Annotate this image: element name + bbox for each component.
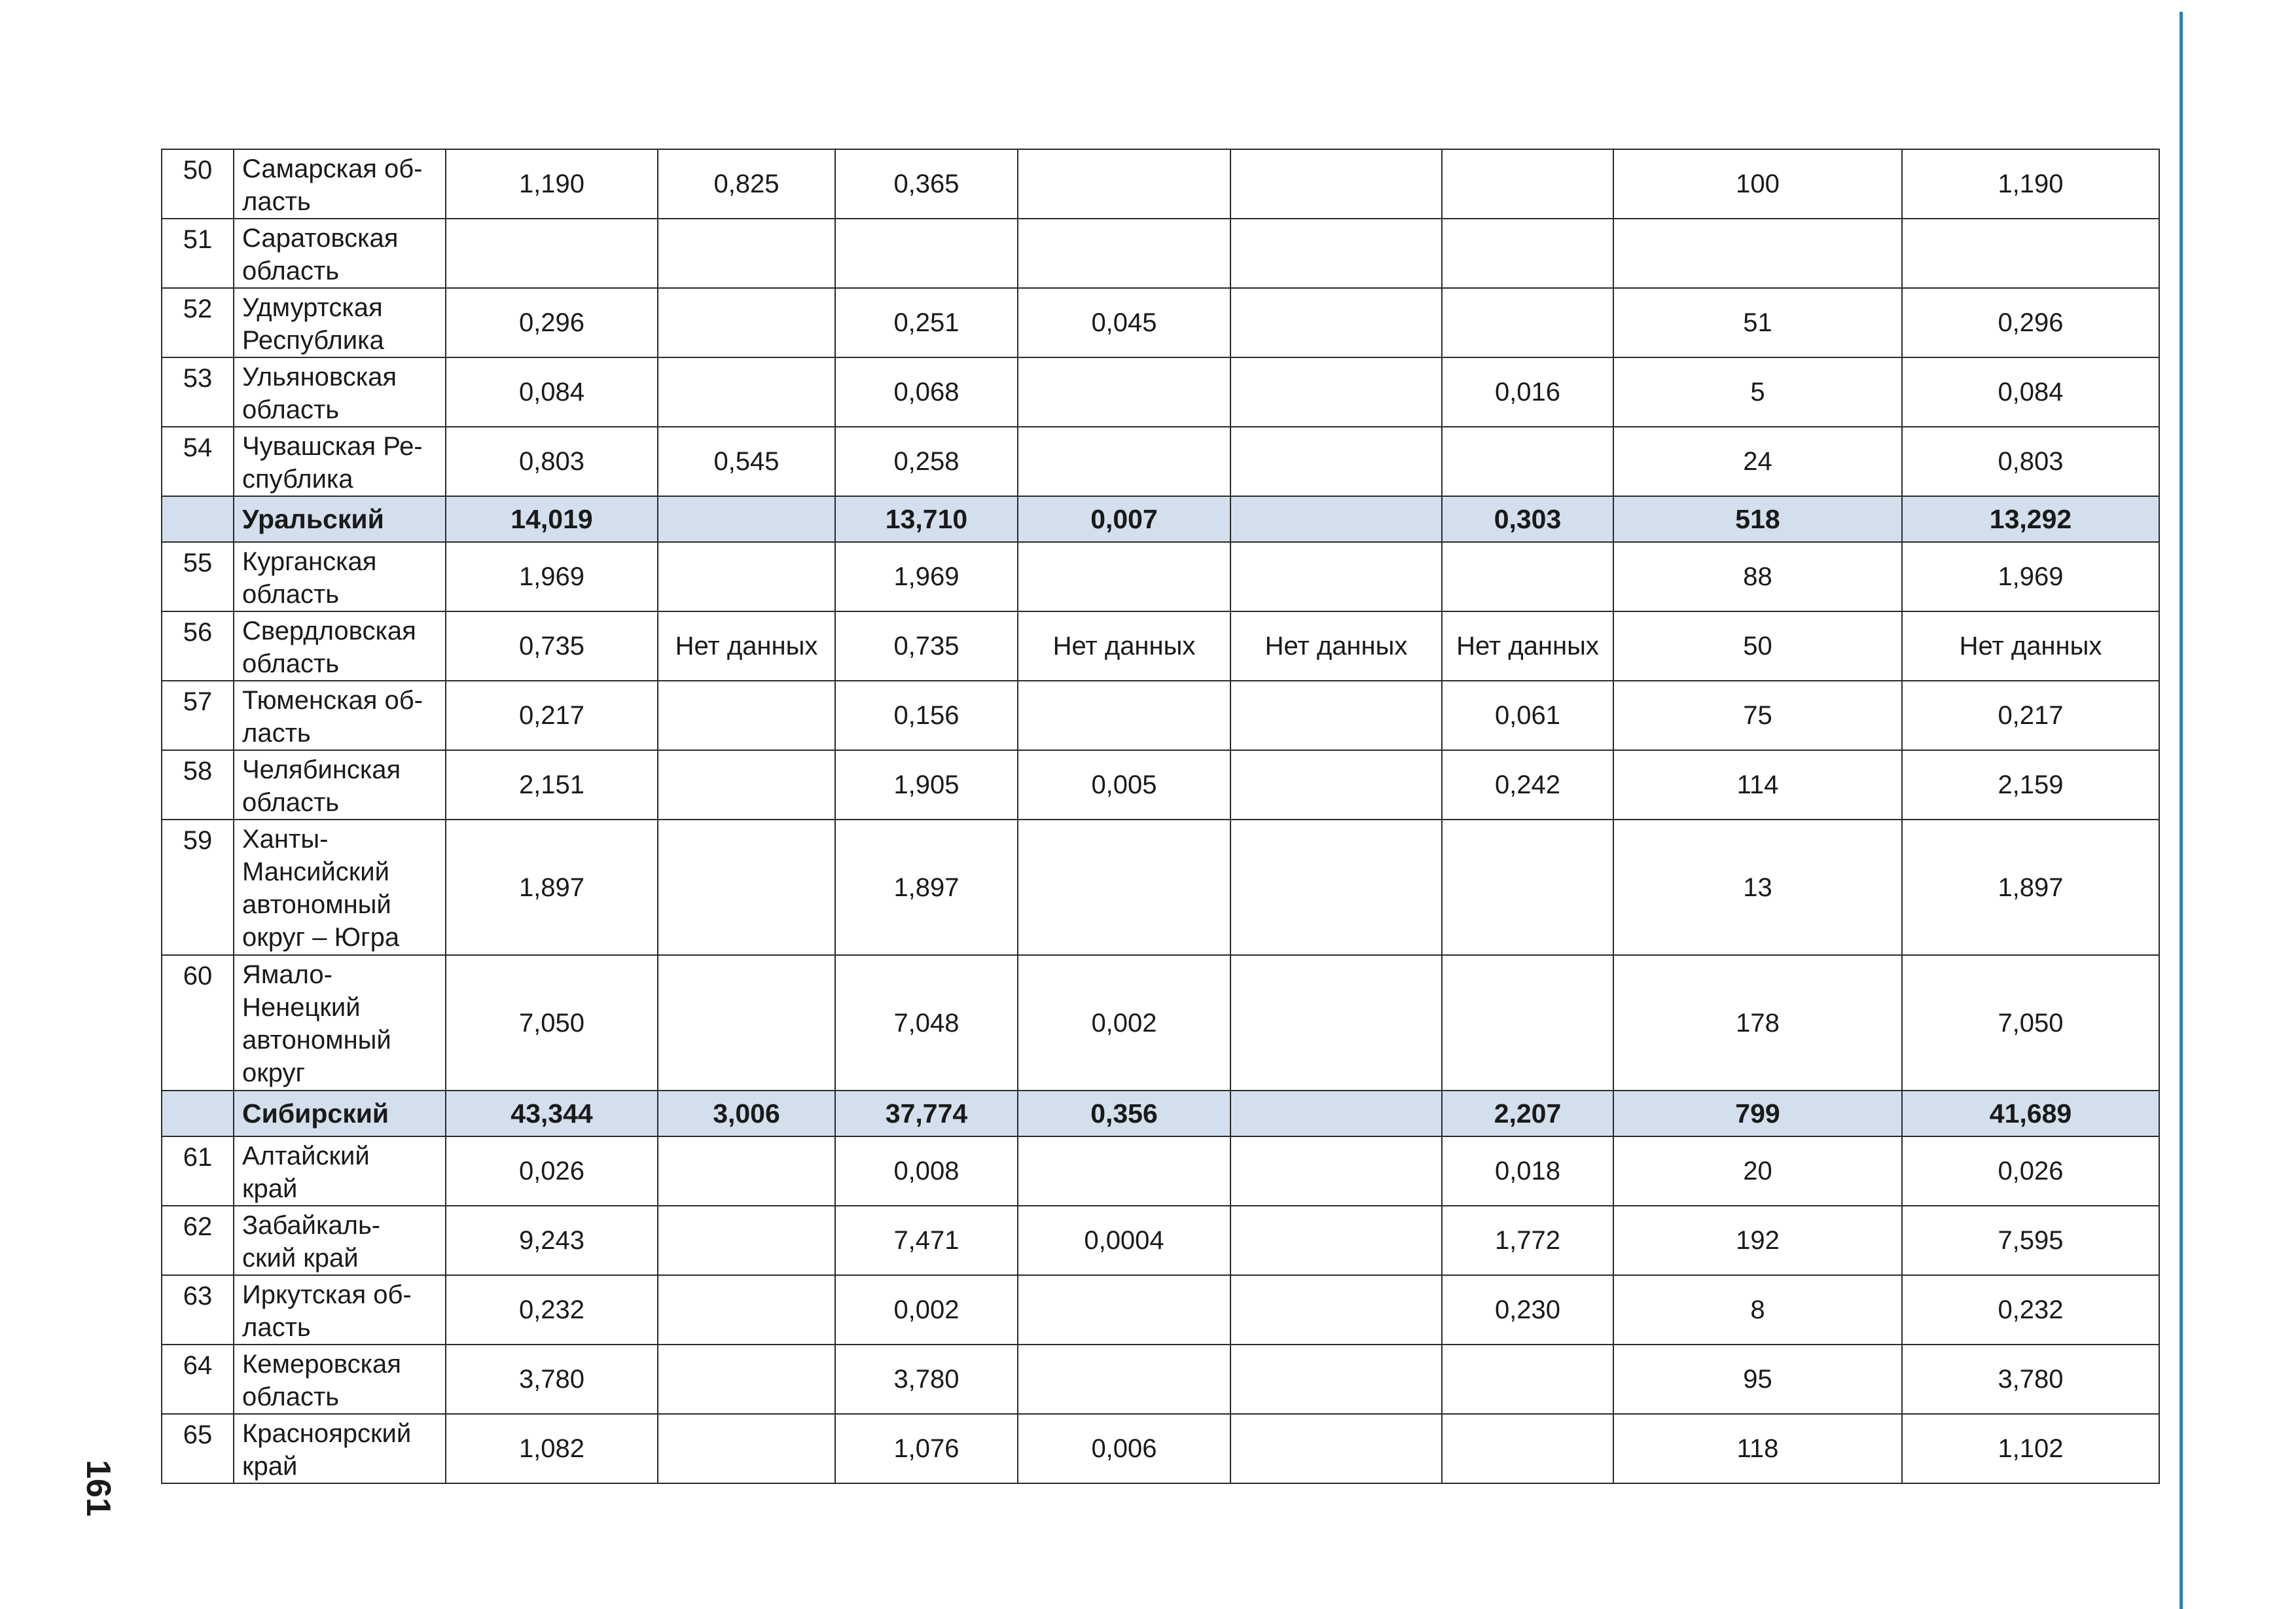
value-cell: 0,735 (446, 611, 658, 681)
value-cell: 0,217 (446, 681, 658, 750)
row-number-cell (162, 496, 234, 542)
region-name-cell: Алтайский край (234, 1136, 446, 1206)
value-cell: 0,008 (835, 1136, 1018, 1206)
value-cell: 0,735 (835, 611, 1018, 681)
value-cell: 7,471 (835, 1206, 1018, 1275)
value-cell: 0,006 (1018, 1414, 1230, 1483)
value-cell (658, 496, 835, 542)
value-cell: 37,774 (835, 1091, 1018, 1136)
row-number-cell: 62 (162, 1206, 234, 1275)
row-number-cell: 52 (162, 288, 234, 357)
table-row (162, 820, 2159, 955)
value-cell: 1,969 (835, 542, 1018, 611)
value-cell (658, 1136, 835, 1206)
table-row (162, 288, 2159, 357)
value-cell: 41,689 (1902, 1091, 2159, 1136)
value-cell (1018, 1275, 1230, 1345)
value-cell (658, 955, 835, 1091)
value-cell: 178 (1613, 955, 1902, 1091)
value-cell (1613, 219, 1902, 288)
value-cell: 0,156 (835, 681, 1018, 750)
value-cell (1018, 149, 1230, 219)
value-cell: 1,076 (835, 1414, 1018, 1483)
value-cell: Нет данных (1902, 611, 2159, 681)
value-cell: 1,905 (835, 750, 1018, 820)
value-cell (1442, 219, 1613, 288)
table-row (162, 219, 2159, 288)
value-cell (1230, 219, 1442, 288)
value-cell (1018, 681, 1230, 750)
value-cell: 0,825 (658, 149, 835, 219)
value-cell: 51 (1613, 288, 1902, 357)
value-cell (1442, 1414, 1613, 1483)
value-cell (1230, 427, 1442, 496)
value-cell: 7,048 (835, 955, 1018, 1091)
value-cell: 14,019 (446, 496, 658, 542)
value-cell (1018, 820, 1230, 955)
region-name-cell: Красноярский край (234, 1414, 446, 1483)
row-number-cell: 58 (162, 750, 234, 820)
value-cell: 0,803 (1902, 427, 2159, 496)
value-cell (1230, 357, 1442, 427)
value-cell: 95 (1613, 1345, 1902, 1414)
value-cell: 0,007 (1018, 496, 1230, 542)
value-cell (446, 219, 658, 288)
row-number-cell: 50 (162, 149, 234, 219)
value-cell: 0,018 (1442, 1136, 1613, 1206)
value-cell (658, 681, 835, 750)
value-cell: 0,068 (835, 357, 1018, 427)
value-cell: 0,002 (1018, 955, 1230, 1091)
value-cell: 0,026 (1902, 1136, 2159, 1206)
table-row (162, 1275, 2159, 1345)
table-row (162, 1414, 2159, 1483)
value-cell: 0,365 (835, 149, 1018, 219)
value-cell: 1,102 (1902, 1414, 2159, 1483)
region-name-cell: Удмуртская Республика (234, 288, 446, 357)
value-cell: 799 (1613, 1091, 1902, 1136)
table-row (162, 427, 2159, 496)
value-cell (1018, 427, 1230, 496)
value-cell: 1,772 (1442, 1206, 1613, 1275)
district-summary-row (162, 1091, 2159, 1136)
value-cell: 0,002 (835, 1275, 1018, 1345)
value-cell: 0,303 (1442, 496, 1613, 542)
value-cell: 43,344 (446, 1091, 658, 1136)
value-cell: 100 (1613, 149, 1902, 219)
value-cell: 75 (1613, 681, 1902, 750)
value-cell: 3,780 (835, 1345, 1018, 1414)
value-cell (1442, 427, 1613, 496)
row-number-cell: 60 (162, 955, 234, 1091)
value-cell: 7,050 (1902, 955, 2159, 1091)
value-cell: 192 (1613, 1206, 1902, 1275)
value-cell (658, 288, 835, 357)
value-cell: 0,296 (1902, 288, 2159, 357)
data-table (161, 149, 2160, 1484)
row-number-cell: 61 (162, 1136, 234, 1206)
row-number-cell: 59 (162, 820, 234, 955)
value-cell: 0,084 (446, 357, 658, 427)
value-cell: 50 (1613, 611, 1902, 681)
value-cell: 13,710 (835, 496, 1018, 542)
value-cell (1230, 820, 1442, 955)
value-cell (1230, 149, 1442, 219)
value-cell (1230, 1091, 1442, 1136)
table-body (162, 149, 2159, 1483)
region-name-cell: Свердловская область (234, 611, 446, 681)
value-cell (658, 1345, 835, 1414)
row-number-cell: 54 (162, 427, 234, 496)
table-row (162, 611, 2159, 681)
value-cell: 5 (1613, 357, 1902, 427)
value-cell (1230, 1345, 1442, 1414)
region-name-cell: Ямало- Ненецкий автономный округ (234, 955, 446, 1091)
value-cell (1230, 750, 1442, 820)
table-row (162, 681, 2159, 750)
value-cell: 8 (1613, 1275, 1902, 1345)
value-cell (1230, 955, 1442, 1091)
table-row (162, 750, 2159, 820)
value-cell (1442, 288, 1613, 357)
value-cell (1230, 496, 1442, 542)
row-number-cell: 51 (162, 219, 234, 288)
value-cell: 0,242 (1442, 750, 1613, 820)
value-cell (658, 1206, 835, 1275)
value-cell: 114 (1613, 750, 1902, 820)
value-cell: 0,005 (1018, 750, 1230, 820)
value-cell (658, 1275, 835, 1345)
value-cell: 0,230 (1442, 1275, 1613, 1345)
value-cell: 13 (1613, 820, 1902, 955)
value-cell: 1,897 (446, 820, 658, 955)
row-number-cell: 65 (162, 1414, 234, 1483)
value-cell: 0,217 (1902, 681, 2159, 750)
value-cell: Нет данных (1230, 611, 1442, 681)
value-cell: 7,595 (1902, 1206, 2159, 1275)
region-name-cell: Чувашская Ре- спублика (234, 427, 446, 496)
value-cell: 1,897 (1902, 820, 2159, 955)
value-cell: 3,006 (658, 1091, 835, 1136)
value-cell: 1,969 (446, 542, 658, 611)
value-cell: 0,356 (1018, 1091, 1230, 1136)
region-name-cell: Тюменская об- ласть (234, 681, 446, 750)
value-cell: 88 (1613, 542, 1902, 611)
page-edge-rule (2179, 12, 2183, 1609)
value-cell: 118 (1613, 1414, 1902, 1483)
page-number: 161 (79, 1460, 117, 1517)
value-cell: 1,190 (1902, 149, 2159, 219)
value-cell: 0,232 (1902, 1275, 2159, 1345)
value-cell: 0,232 (446, 1275, 658, 1345)
row-number-cell: 53 (162, 357, 234, 427)
district-name-cell: Сибирский (234, 1091, 446, 1136)
value-cell (1902, 219, 2159, 288)
value-cell: 0,803 (446, 427, 658, 496)
table-row (162, 357, 2159, 427)
value-cell (658, 357, 835, 427)
value-cell: 518 (1613, 496, 1902, 542)
value-cell: 13,292 (1902, 496, 2159, 542)
value-cell (1018, 357, 1230, 427)
value-cell (835, 219, 1018, 288)
row-number-cell: 55 (162, 542, 234, 611)
value-cell: 0,061 (1442, 681, 1613, 750)
value-cell (1442, 542, 1613, 611)
value-cell (658, 820, 835, 955)
value-cell: 0,0004 (1018, 1206, 1230, 1275)
value-cell: 24 (1613, 427, 1902, 496)
value-cell: 1,190 (446, 149, 658, 219)
value-cell: 0,251 (835, 288, 1018, 357)
value-cell (1230, 288, 1442, 357)
value-cell (1018, 1345, 1230, 1414)
value-cell (1230, 1275, 1442, 1345)
value-cell: Нет данных (1442, 611, 1613, 681)
table-row (162, 1136, 2159, 1206)
row-number-cell (162, 1091, 234, 1136)
region-name-cell: Ульяновская область (234, 357, 446, 427)
value-cell: Нет данных (658, 611, 835, 681)
value-cell (1442, 1345, 1613, 1414)
value-cell: 1,897 (835, 820, 1018, 955)
value-cell: 0,016 (1442, 357, 1613, 427)
value-cell (1230, 1414, 1442, 1483)
region-name-cell: Самарская об- ласть (234, 149, 446, 219)
value-cell (1442, 149, 1613, 219)
value-cell: Нет данных (1018, 611, 1230, 681)
district-name-cell: Уральский (234, 496, 446, 542)
value-cell: 3,780 (446, 1345, 658, 1414)
district-summary-row (162, 496, 2159, 542)
value-cell (1442, 820, 1613, 955)
table-row (162, 955, 2159, 1091)
region-name-cell: Кемеровская область (234, 1345, 446, 1414)
value-cell: 2,151 (446, 750, 658, 820)
value-cell (1442, 955, 1613, 1091)
value-cell: 0,258 (835, 427, 1018, 496)
row-number-cell: 57 (162, 681, 234, 750)
value-cell: 0,045 (1018, 288, 1230, 357)
value-cell: 1,969 (1902, 542, 2159, 611)
value-cell: 0,026 (446, 1136, 658, 1206)
table-row (162, 1206, 2159, 1275)
row-number-cell: 56 (162, 611, 234, 681)
value-cell (1018, 542, 1230, 611)
value-cell (1230, 1136, 1442, 1206)
row-number-cell: 64 (162, 1345, 234, 1414)
value-cell: 0,296 (446, 288, 658, 357)
table-row (162, 149, 2159, 219)
region-name-cell: Саратовская область (234, 219, 446, 288)
value-cell: 2,207 (1442, 1091, 1613, 1136)
value-cell (658, 542, 835, 611)
value-cell (1018, 1136, 1230, 1206)
region-name-cell: Курганская область (234, 542, 446, 611)
region-name-cell: Ханты- Мансийский автономный округ – Югра (234, 820, 446, 955)
value-cell (1230, 681, 1442, 750)
value-cell (658, 219, 835, 288)
value-cell: 0,084 (1902, 357, 2159, 427)
value-cell (658, 750, 835, 820)
value-cell: 1,082 (446, 1414, 658, 1483)
region-name-cell: Иркутская об- ласть (234, 1275, 446, 1345)
region-name-cell: Забайкаль- ский край (234, 1206, 446, 1275)
value-cell: 20 (1613, 1136, 1902, 1206)
value-cell: 2,159 (1902, 750, 2159, 820)
value-cell: 0,545 (658, 427, 835, 496)
table-row (162, 1345, 2159, 1414)
row-number-cell: 63 (162, 1275, 234, 1345)
value-cell (1230, 542, 1442, 611)
table-row (162, 542, 2159, 611)
value-cell (1018, 219, 1230, 288)
value-cell (658, 1414, 835, 1483)
region-name-cell: Челябинская область (234, 750, 446, 820)
value-cell: 7,050 (446, 955, 658, 1091)
value-cell: 3,780 (1902, 1345, 2159, 1414)
value-cell (1230, 1206, 1442, 1275)
value-cell: 9,243 (446, 1206, 658, 1275)
